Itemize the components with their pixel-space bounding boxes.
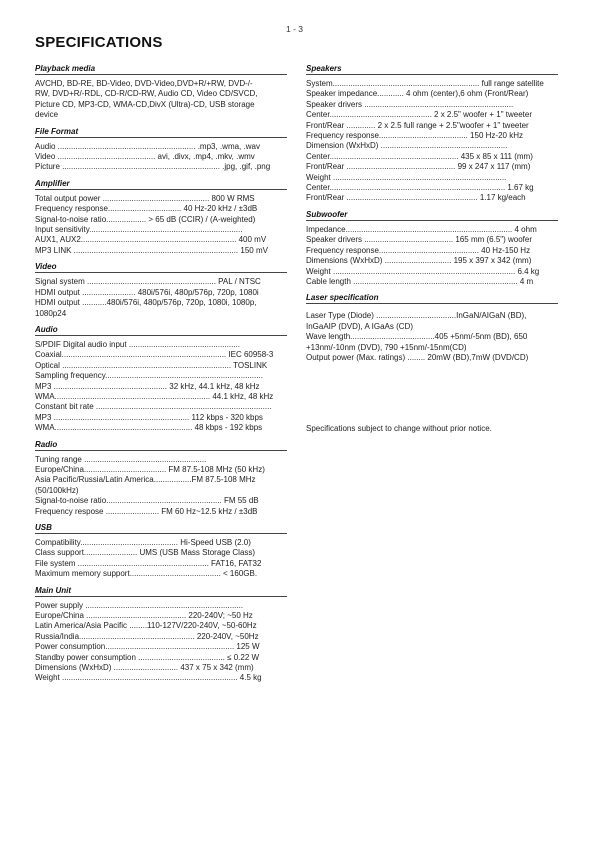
- section-laser-specification: [306, 293, 558, 363]
- spec-line: WMA...................................................................... 44.1 kHz, 48 kHz: [35, 391, 274, 401]
- spec-line: Frequency response............................................. 40 Hz-150 Hz: [306, 245, 531, 255]
- spec-line: Dimensions (WxHxD) ............................. 437 x 75 x 342 (mm): [35, 663, 254, 673]
- spec-line: Asia Pacific/Russia/Latin America.................FM 87.5-108 MHz: [35, 475, 256, 485]
- section-heading: File Format: [35, 127, 287, 138]
- section-amplifier: [35, 179, 287, 256]
- spec-line: Weight .................................................................................. 6.4 kg: [306, 266, 540, 276]
- spec-line: Speaker impedance............ 4 ohm (center),6 ohm (Front/Rear): [306, 89, 529, 99]
- spec-line: device: [35, 110, 59, 120]
- spec-line: AVCHD, BD-RE, BD-Video, DVD-Video,DVD+R/+RW, DVD-/-: [35, 79, 253, 88]
- spec-line: Coaxial.......................................................................... IEC 60958-3: [35, 350, 274, 360]
- spec-line: File system ........................................................... FAT16, FAT32: [35, 558, 262, 568]
- section-heading: Main Unit: [35, 586, 287, 597]
- section-heading: Video: [35, 262, 287, 273]
- spec-line: Russia/India.................................................... 220-240V, ~50Hz: [35, 631, 259, 641]
- spec-line: Total output power ................................................ 800 W RMS: [35, 193, 255, 203]
- spec-line: Constant bit rate ...............................................................................: [35, 402, 272, 412]
- section-heading: Audio: [35, 325, 287, 336]
- spec-line: Speaker drivers ........................................ 165 mm (6.5") woofer: [306, 235, 533, 245]
- spec-line: Compatibility............................................ Hi-Speed USB (2.0): [35, 538, 251, 547]
- spec-line: InGaAIP (DVD), A IGaAs (CD): [306, 321, 413, 331]
- spec-line: MP3 LINK .......................................................................... 150 mV: [35, 245, 268, 255]
- spec-line: System.................................................................. full range satellite: [306, 79, 544, 88]
- spec-line: Center.......................................................... 435 x 85 x 111 (mm): [306, 151, 533, 161]
- spec-line: Front/Rear ................................................. 99 x 247 x 117 (mm): [306, 162, 531, 172]
- spec-line: Picture ....................................................................... .jpg, .gif, .png: [35, 162, 271, 172]
- spec-line: Power supply .......................................................................: [35, 600, 244, 610]
- spec-line: Output power (Max. ratings) ........ 20mW (BD),7mW (DVD/CD): [306, 352, 529, 362]
- spec-line: Audio .............................................................. .mp3, .wma, .wav: [35, 141, 260, 151]
- spec-line: MP3 ................................................... 32 kHz, 44.1 kHz, 48 kHz: [35, 381, 260, 391]
- spec-line: Frequency response........................................ 150 Hz-20 kHz: [306, 131, 523, 141]
- spec-line: Sampling frequency.......................................................................: [35, 371, 263, 381]
- spec-line: Power consumption.......................................................... 125 W: [35, 642, 260, 652]
- spec-line: Optical ............................................................................ TOSLINK: [35, 360, 268, 370]
- section-file-format: [35, 127, 287, 173]
- footnote: Specifications subject to change without prior notice.: [306, 424, 492, 433]
- spec-line: Weight ............................................................................... 4.5 kg: [35, 673, 262, 683]
- spec-line: S/PDIF Digital audio input ..................................................: [35, 339, 240, 349]
- spec-line: WMA.............................................................. 48 kbps - 192 kbps: [35, 423, 263, 433]
- spec-line: Front/Rear ............. 2 x 2.5 full range + 2.5"woofer + 1" tweeter: [306, 120, 529, 130]
- spec-line: Maximum memory support......................................... < 160GB.: [35, 569, 258, 579]
- spec-line: Center............................................................................... 1.67 kg: [306, 183, 534, 193]
- page-title: SPECIFICATIONS: [35, 34, 163, 51]
- spec-line: Video ............................................ avi, .divx, .mp4, .mkv, .wmv: [35, 152, 255, 162]
- spec-line: Signal-to-noise ratio.................................................... FM 55 dB: [35, 496, 259, 506]
- section-playback-media: [35, 64, 287, 121]
- spec-line: Weight ..............................................................................: [306, 172, 507, 182]
- spec-line: Latin America/Asia Pacific ........110-127V/220-240V, ~50-60Hz: [35, 621, 257, 631]
- section-usb: [35, 523, 287, 580]
- left-column: [35, 64, 287, 690]
- section-audio: [35, 325, 287, 434]
- spec-line: Signal system .......................................................... PAL / NTSC: [35, 277, 261, 287]
- spec-line: Frequency respose ........................ FM 60 Hz~12.5 kHz / ±3dB: [35, 506, 258, 516]
- spec-line: Europe/China..................................... FM 87.5-108 MHz (50 kHz): [35, 464, 265, 474]
- spec-line: 1080p24: [35, 308, 67, 318]
- spec-line: Frequency response................................. 40 Hz-20 kHz / ±3dB: [35, 204, 258, 214]
- spec-line: +13nm/-10nm (DVD), 790 +15nm/-15nm(CD): [306, 342, 467, 352]
- spec-line: Speaker drivers ...................................................................: [306, 99, 514, 109]
- spec-line: Signal-to-noise ratio.................. > 65 dB (CCIR) / (A-weighted): [35, 214, 256, 224]
- spec-line: Dimension (WxHxD) .........................................................: [306, 141, 508, 151]
- spec-line: Input sensitivity.....................................................................: [35, 225, 243, 235]
- spec-line: Europe/China ............................................. 220-240V; ~50 Hz: [35, 611, 253, 621]
- section-subwoofer: [306, 210, 558, 287]
- spec-line: Impedance........................................................................... 4 ohm: [306, 224, 537, 234]
- spec-line: Cable length .......................................................................... 4 m: [306, 276, 534, 286]
- spec-line: (50/100kHz): [35, 485, 79, 495]
- section-heading: Amplifier: [35, 179, 287, 190]
- page-number: 1 - 3: [286, 24, 304, 34]
- spec-line: Center.............................................. 2 x 2.5" woofer + 1" tweeter: [306, 110, 532, 120]
- spec-line: Tuning range .......................................................: [35, 454, 207, 464]
- spec-line: RW, DVD+R/-RDL, CD-R/CD-RW, Audio CD, Video CD/SVCD,: [35, 89, 258, 99]
- spec-line: HDMI output ...........480i/576i, 480p/576p, 720p, 1080i, 1080p,: [35, 298, 257, 308]
- spec-line: Laser Type (Diode) ....................................InGaN/AIGaN (BD),: [306, 311, 527, 321]
- spec-line: Dimensions (WxHxD) .............................. 195 x 397 x 342 (mm): [306, 256, 532, 266]
- spec-line: Class support........................ UMS (USB Mass Storage Class): [35, 548, 256, 558]
- spec-line: AUX1, AUX2...................................................................... 400 mV: [35, 235, 267, 245]
- spec-line: HDMI output ........................ 480i/576i, 480p/576p, 720p, 1080i: [35, 287, 259, 297]
- spec-line: Standby power consumption ....................................... ≤ 0.22 W: [35, 652, 260, 662]
- spec-line: Front/Rear ........................................................... 1.17 kg/each: [306, 193, 526, 203]
- spec-line: MP3 ............................................................. 112 kbps - 320 kbps: [35, 412, 263, 422]
- section-heading: Playback media: [35, 64, 287, 75]
- section-heading: Radio: [35, 440, 287, 451]
- right-column: [306, 64, 558, 369]
- section-video: [35, 262, 287, 319]
- spec-line: Wave length......................................405 +5nm/-5nm (BD), 650: [306, 332, 528, 342]
- section-heading: USB: [35, 523, 287, 534]
- section-heading: Subwoofer: [306, 210, 558, 221]
- section-heading: Laser specification: [306, 293, 558, 304]
- section-main-unit: [35, 586, 287, 684]
- section-heading: Speakers: [306, 64, 558, 75]
- section-speakers: [306, 64, 558, 204]
- spec-line: Picture CD, MP3-CD, WMA-CD,DivX (Ultra)-CD, USB storage: [35, 99, 255, 109]
- section-radio: [35, 440, 287, 517]
